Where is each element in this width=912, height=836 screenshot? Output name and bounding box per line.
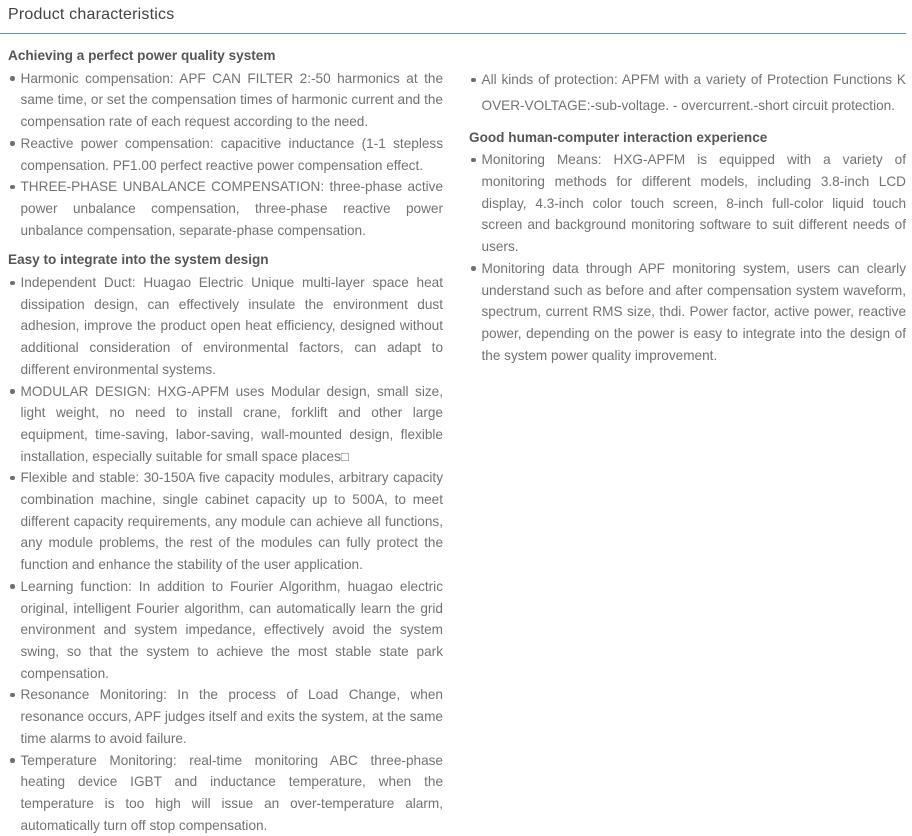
bullet-item: Learning function: In addition to Fourier Algorithm, huagao electric original, intelligent Fourier algorithm, can automatically learn the grid environment and system impedance, effectively avoid the system swing, so that the system to achieve the most stable state park compensation. <box>8 576 443 685</box>
content-columns <box>0 34 912 836</box>
bullet-item: Monitoring data through APF monitoring system, users can clearly understand such as before and after compensation system waveform, spectrum, current RMS size, thdi. Power factor, active power, reactive power, depending on the power is easy to integrate into the design of the system power quality improvement. <box>469 258 906 367</box>
bullet-item: All kinds of protection: APFM with a variety of Protection Functions K OVER-VOLTAGE:-sub-voltage. - overcurrent.-short circuit protection. <box>469 67 906 119</box>
bullet-item: Independent Duct: Huagao Electric Unique multi-layer space heat dissipation design, can effectively insulate the environment dust adhesion, improve the product open heat efficiency, designed without additional consideration of environmental factors, can adapt to different environmental systems. <box>8 272 443 381</box>
section-heading: Good human-computer interaction experience <box>469 127 906 149</box>
section-system-design <box>8 249 443 836</box>
bullet-list <box>8 272 443 836</box>
bullet-list <box>469 67 906 119</box>
right-column <box>469 42 906 836</box>
bullet-item: Flexible and stable: 30-150A five capacity modules, arbitrary capacity combination machine, single cabinet capacity up to 500A, to meet different capacity requirements, any module can achieve all functions, any module problems, the rest of the modules can fully protect the function and enhance the stability of the user application. <box>8 467 443 576</box>
bullet-item: Reactive power compensation: capacitive inductance (1-1 stepless compensation. PF1.00 perfect reactive power compensation effect. <box>8 133 443 176</box>
section-power-quality <box>8 45 443 241</box>
section-protection <box>469 67 906 119</box>
bullet-item: Monitoring Means: HXG-APFM is equipped with a variety of monitoring methods for different models, including 3.8-inch LCD display, 4.3-inch color touch screen, 8-inch full-color liquid touch screen and background monitoring software to suit different needs of users. <box>469 149 906 258</box>
section-heading: Easy to integrate into the system design <box>8 249 443 271</box>
left-column <box>8 42 443 836</box>
section-heading: Achieving a perfect power quality system <box>8 45 443 67</box>
page-title: Product characteristics <box>8 5 912 25</box>
bullet-item: THREE-PHASE UNBALANCE COMPENSATION: three-phase active power unbalance compensation, three-phase reactive power unbalance compensation, separate-phase compensation. <box>8 176 443 241</box>
bullet-item: Resonance Monitoring: In the process of Load Change, when resonance occurs, APF judges itself and exits the system, at the same time alarms to avoid failure. <box>8 684 443 749</box>
section-hci-experience <box>469 127 906 367</box>
bullet-item: MODULAR DESIGN: HXG-APFM uses Modular design, small size, light weight, no need to install crane, forklift and other large equipment, time-saving, labor-saving, wall-mounted design, flexible installation, especially suitable for small space places□ <box>8 381 443 468</box>
bullet-list <box>469 149 906 366</box>
bullet-item: Temperature Monitoring: real-time monitoring ABC three-phase heating device IGBT and inductance temperature, when the temperature is too high will issue an over-temperature alarm, automatically turn off stop compensation. <box>8 750 443 836</box>
bullet-item: Harmonic compensation: APF CAN FILTER 2:-50 harmonics at the same time, or set the compensation times of harmonic current and the compensation rate of each request according to the need. <box>8 68 443 133</box>
bullet-list <box>8 68 443 242</box>
